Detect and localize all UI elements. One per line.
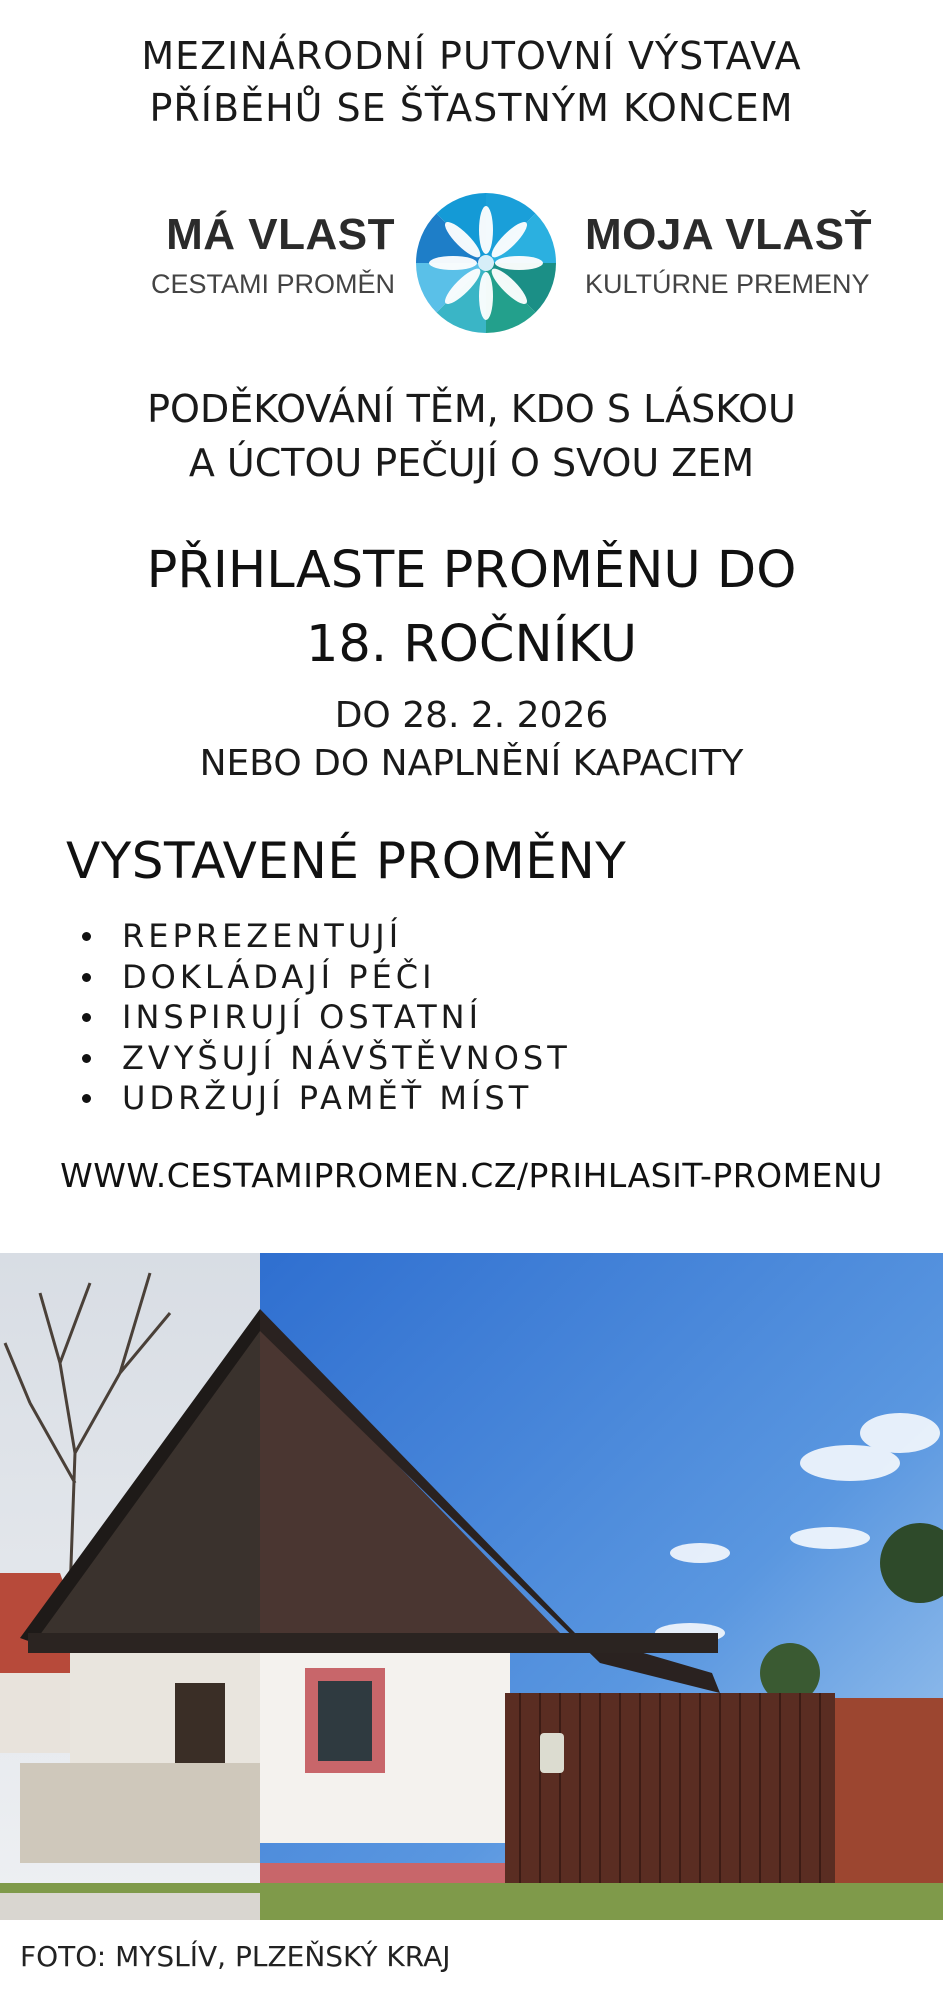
thanks-line-1: PODĚKOVÁNÍ TĚM, KDO S LÁSKOU bbox=[147, 387, 796, 431]
logo-left-subtitle: CESTAMI PROMĚN bbox=[150, 269, 395, 299]
list-item: REPREZENTUJÍ bbox=[76, 916, 571, 957]
thanks-line-2: A ÚCTOU PEČUJÍ O SVOU ZEM bbox=[188, 441, 755, 485]
house-photo bbox=[0, 1253, 943, 1920]
logo-left bbox=[151, 210, 395, 302]
logo-right-title: MOJA VLASŤ bbox=[585, 210, 872, 259]
cta-line-1: PŘIHLASTE PROMĚNU DO bbox=[146, 541, 797, 600]
call-to-action bbox=[0, 534, 943, 682]
logo-left-title: MÁ VLAST bbox=[166, 210, 395, 259]
registration-url[interactable]: WWW.CESTAMIPROMEN.CZ/PRIHLASIT-PROMENU bbox=[60, 1156, 883, 1195]
logo-right-subtitle: KULTÚRNE PREMENY bbox=[585, 269, 870, 299]
exhibition-header bbox=[0, 30, 943, 134]
deadline-line-2: NEBO DO NAPLNĚNÍ KAPACITY bbox=[199, 743, 744, 784]
header-line-2: PŘÍBĚHŮ SE ŠŤASTNÝM KONCEM bbox=[149, 86, 794, 130]
header-line-1: MEZINÁRODNÍ PUTOVNÍ VÝSTAVA bbox=[141, 34, 802, 78]
section-title: VYSTAVENÉ PROMĚNY bbox=[66, 832, 627, 890]
list-item: UDRŽUJÍ PAMĚŤ MÍST bbox=[76, 1078, 571, 1119]
cta-line-2: 18. ROČNÍKU bbox=[305, 615, 638, 674]
deadline-text bbox=[0, 692, 943, 788]
list-item: ZVYŠUJÍ NÁVŠTĚVNOST bbox=[76, 1038, 571, 1079]
list-item: INSPIRUJÍ OSTATNÍ bbox=[76, 997, 571, 1038]
flower-logo-icon bbox=[415, 192, 557, 334]
list-item: DOKLÁDAJÍ PÉČI bbox=[76, 957, 571, 998]
thanks-text bbox=[0, 382, 943, 490]
deadline-line-1: DO 28. 2. 2026 bbox=[334, 695, 609, 736]
benefits-list bbox=[76, 916, 571, 1119]
photo-caption: FOTO: MYSLÍV, PLZEŇSKÝ KRAJ bbox=[20, 1940, 451, 1973]
logo-right bbox=[585, 210, 872, 302]
